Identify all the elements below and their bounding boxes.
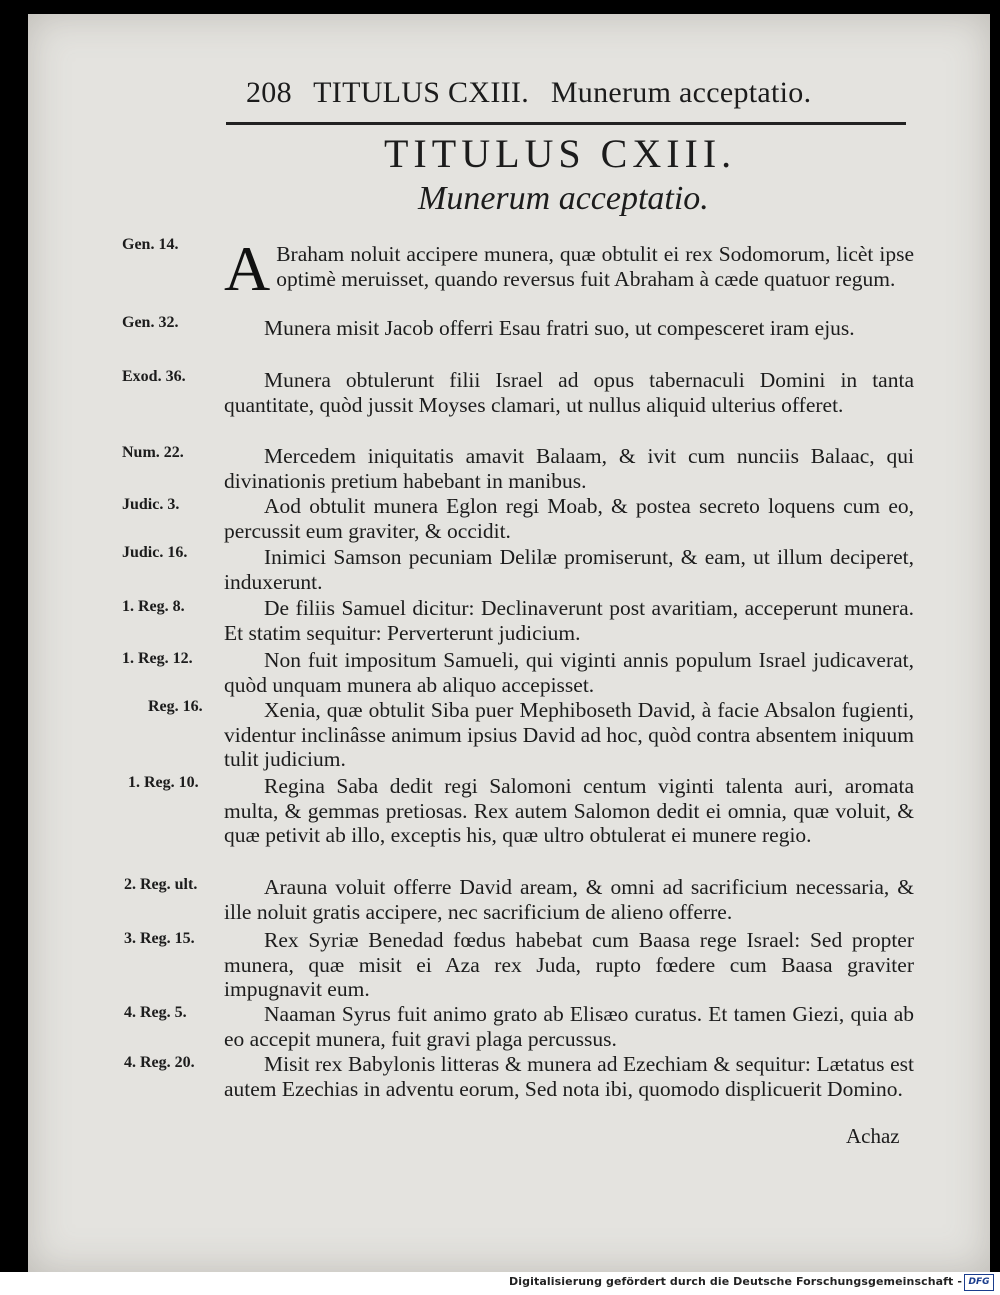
margin-reference: 1. Reg. 12. <box>122 650 193 667</box>
margin-reference: 4. Reg. 20. <box>124 1054 195 1071</box>
entry-body: Braham noluit accipere munera, quæ obtulit ei rex Sodomorum, licèt ipse optimè meruisset, quando reversus fuit Abraham à cæde quatuor regum. <box>276 242 914 291</box>
entry-text: Mercedem iniquitatis amavit Balaam, & ivit cum nunciis Balaac, qui divinationis pretium habebant in manibus. <box>224 444 914 493</box>
entry-text: Non fuit impositum Samueli, qui viginti annis populum Israel judicaverat, quòd unquam munera ab aliquo accepisset. <box>224 648 914 697</box>
catchword: Achaz <box>846 1124 900 1148</box>
chapter-title: TITULUS CXIII. <box>384 131 737 176</box>
margin-reference: Exod. 36. <box>122 368 186 385</box>
entry-text: Regina Saba dedit regi Salomoni centum viginti talenta auri, aromata multa, & gemmas pretiosas. Rex autem Salomon dedit ei omnia, quæ voluit, & quæ petivit ab illo, exceptis his, quæ ultro obtulerat ei munere regio. <box>224 774 914 848</box>
footer-bar <box>0 1272 1000 1295</box>
entry-text: Arauna voluit offerre David aream, & omni ad sacrificium necessaria, & ille noluit gratis accipere, nec sacrificium de alieno offerre. <box>224 875 914 924</box>
margin-reference: 3. Reg. 15. <box>124 930 195 947</box>
margin-reference: 2. Reg. ult. <box>124 876 198 893</box>
margin-reference: Judic. 16. <box>122 544 188 561</box>
margin-reference: Reg. 16. <box>148 698 203 715</box>
drop-cap-initial: A <box>224 233 271 304</box>
entry-text: Aod obtulit munera Eglon regi Moab, & postea secreto loquens cum eo, percussit eum graviter, & occidit. <box>224 494 914 543</box>
running-head <box>246 76 866 110</box>
entry-text: Munera obtulerunt filii Israel ad opus tabernaculi Domini in tanta quantitate, quòd jussit Moyses clamari, ut nullus aliquid ulterius offeret. <box>224 368 914 417</box>
entry-text: Munera misit Jacob offerri Esau fratri suo, ut compesceret iram ejus. <box>264 316 855 340</box>
margin-reference: Gen. 32. <box>122 314 179 331</box>
dfg-logo: DFG <box>964 1274 994 1291</box>
margin-reference: 1. Reg. 8. <box>122 598 185 615</box>
running-head-topic: Munerum acceptatio. <box>550 76 812 109</box>
running-head-title: TITULUS CXIII. <box>313 76 529 109</box>
funding-credit: Digitalisierung gefördert durch die Deutsche Forschungsgemeinschaft - <box>509 1275 962 1288</box>
entry-text: Misit rex Babylonis litteras & munera ad Ezechiam & sequitur: Lætatus est autem Ezechias in adventu eorum, Sed nota ibi, quomodo displicuerit Domino. <box>224 1052 914 1101</box>
entry-text: Xenia, quæ obtulit Siba puer Mephiboseth David, à facie Absalon fugienti, videntur inclinâsse animum ipsius David ad hoc, quòd contra absentem iniquum tulit judicium. <box>224 698 914 772</box>
header-rule <box>226 122 906 125</box>
margin-reference: 4. Reg. 5. <box>124 1004 187 1021</box>
chapter-subtitle: Munerum acceptatio. <box>418 180 709 217</box>
page-number: 208 <box>246 76 292 109</box>
entry-text: Naaman Syrus fuit animo grato ab Elisæo curatus. Et tamen Giezi, quia ab eo accepit munera, fuit gravi plaga percussus. <box>224 1002 914 1051</box>
entry-text: De filiis Samuel dicitur: Declinaverunt post avaritiam, acceperunt munera. Et statim sequitur: Perverterunt judicium. <box>224 596 914 645</box>
margin-reference: Judic. 3. <box>122 496 180 513</box>
margin-reference: Num. 22. <box>122 444 184 461</box>
margin-reference: Gen. 14. <box>122 236 179 253</box>
entry-text: Rex Syriæ Benedad fœdus habebat cum Baasa rege Israel: Sed propter munera, quæ misit ei Aza rex Juda, rupto fœdere cum Baasa graviter impugnavit eum. <box>224 928 914 1002</box>
entry-text: Inimici Samson pecuniam Delilæ promiserunt, & eam, ut illum deciperet, induxerunt. <box>224 545 914 594</box>
margin-reference: 1. Reg. 10. <box>128 774 199 791</box>
entry-text <box>224 233 914 304</box>
